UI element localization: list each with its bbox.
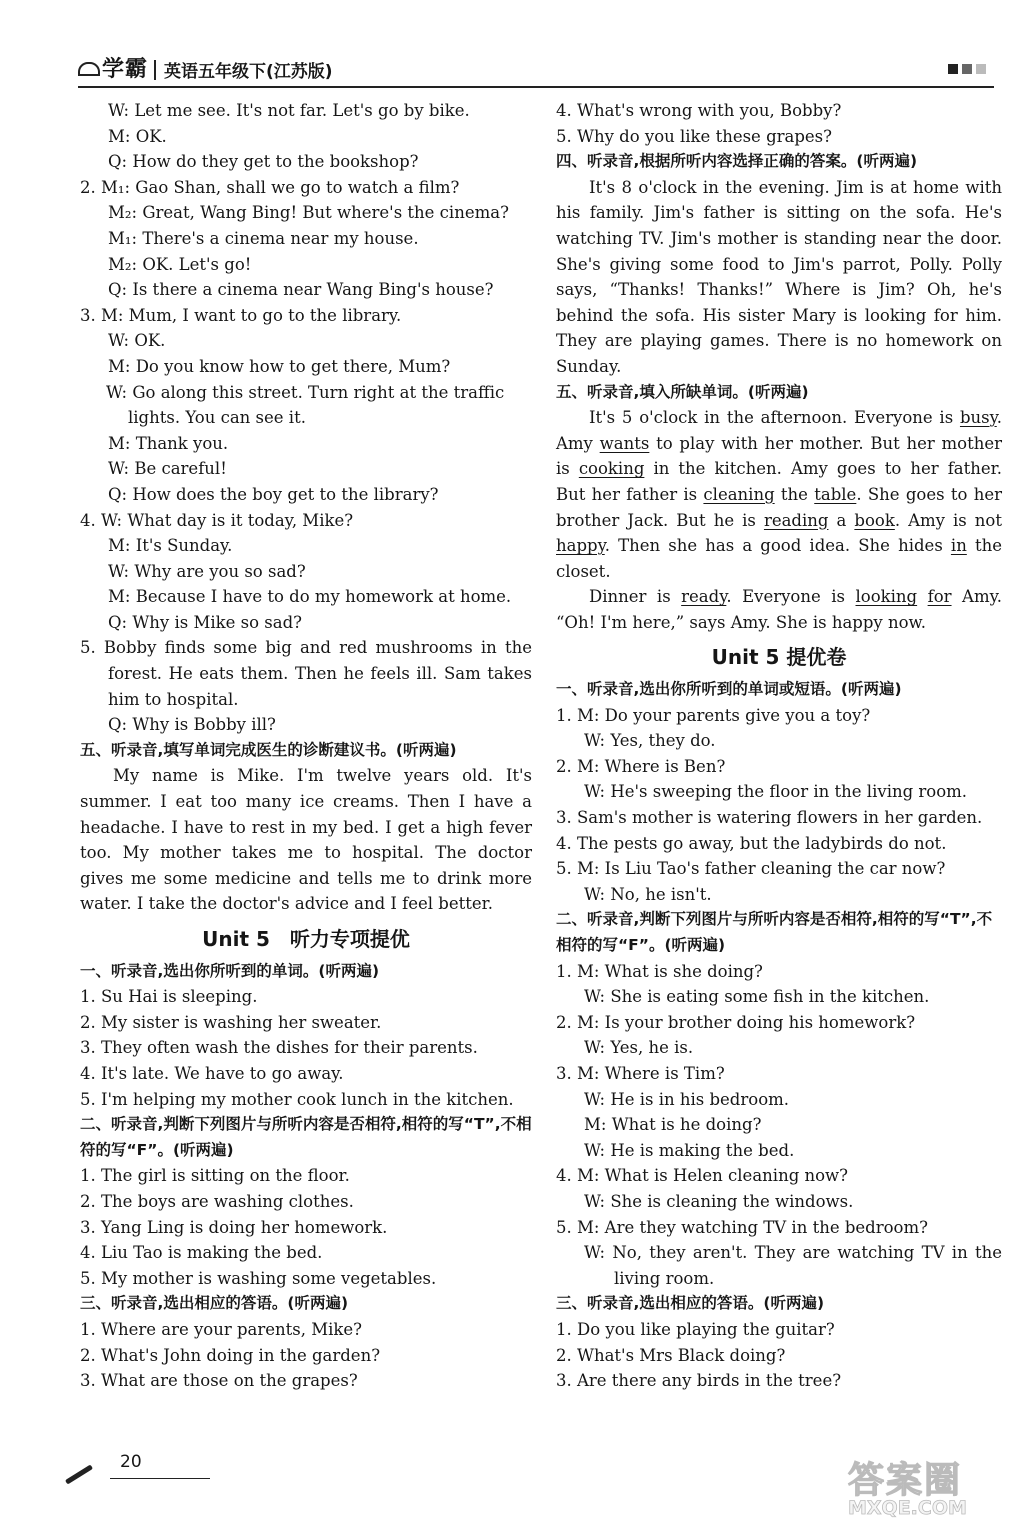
section-heading: 三、听录音,选出相应的答语。(听两遍) xyxy=(556,1294,825,1313)
text-line: W: OK. xyxy=(108,331,166,351)
logo-text: 学霸 xyxy=(102,57,149,82)
pencil-icon xyxy=(62,1458,102,1480)
text-line: 3. M: Where is Tim? xyxy=(556,1063,725,1083)
text-line: M: OK. xyxy=(108,126,167,146)
text-line: W: She is eating some fish in the kitchen. xyxy=(584,987,930,1007)
watermark-text: 答案圈 xyxy=(848,1460,963,1501)
text-line: W: Yes, they do. xyxy=(584,731,716,751)
text-line: W: Why are you so sad? xyxy=(108,561,306,581)
text-line: W: Let me see. It's not far. Let's go by bike. xyxy=(108,101,470,120)
book-title: 英语五年级下(江苏版) xyxy=(164,62,333,82)
answer-word: table xyxy=(814,484,857,504)
section-heading: 五、听录音,填入所缺单词。(听两遍) xyxy=(556,382,809,401)
text-line: 4. The pests go away, but the ladybirds do not. xyxy=(556,833,947,853)
cloze-paragraph: It's 5 o'clock in the afternoon. Everyone is busy. Amy wants to play with her mother. But her mother is cooking in the kitchen. Amy goes to her father. But her father is cleaning the table. She goes to her brother Jack. But he is reading a book. Amy is not happy. Then she has a good idea. She hides in the closet. xyxy=(556,408,1002,581)
answer-word: for xyxy=(927,587,952,607)
text-line: 5. M: Are they watching TV in the bedroom? xyxy=(556,1217,928,1237)
text-line: W: Go along this street. Turn right at the traffic lights. You can see it. xyxy=(106,382,505,428)
section-heading: 三、听录音,选出相应的答语。(听两遍) xyxy=(80,1294,349,1313)
page-number: 20 xyxy=(120,1452,142,1472)
text-line: 3. Sam's mother is watering flowers in her garden. xyxy=(556,808,983,828)
text-line: 2. M: Is your brother doing his homework? xyxy=(556,1012,916,1032)
answer-word: busy xyxy=(959,408,997,428)
section-heading: 五、听录音,填写单词完成医生的诊断建议书。(听两遍) xyxy=(80,740,457,759)
text-line: W: He is making the bed. xyxy=(584,1140,795,1160)
text-line: Q: Why is Mike so sad? xyxy=(108,612,303,632)
text-line: 1. M: What is she doing? xyxy=(556,961,763,981)
text-line: M: Because I have to do my homework at home. xyxy=(108,587,512,607)
header-divider xyxy=(154,60,156,80)
answer-word: cooking xyxy=(578,459,645,479)
section-heading: 二、听录音,判断下列图片与所听内容是否相符,相符的写“T”,不相符的写“F”。(听两遍) xyxy=(80,1115,532,1159)
text-line: 5. Bobby finds some big and red mushrooms in the forest. He eats them. Then he feels ill. Sam takes him to hospital. xyxy=(80,638,532,709)
text-line: M: Do you know how to get there, Mum? xyxy=(108,356,451,376)
answer-word: ready xyxy=(681,587,727,607)
watermark-url: MXQE.COM xyxy=(848,1497,967,1519)
text-line: 5. I'm helping my mother cook lunch in the kitchen. xyxy=(80,1089,514,1109)
text-line: 3. What are those on the grapes? xyxy=(80,1371,358,1391)
text-line: 2. M: Where is Ben? xyxy=(556,756,726,776)
brand-logo xyxy=(78,52,162,83)
text-line: M₁: There's a cinema near my house. xyxy=(108,228,419,248)
text-line: 1. Su Hai is sleeping. xyxy=(80,987,258,1007)
text-line: 3. Are there any birds in the tree? xyxy=(556,1371,842,1391)
text-line: 1. M: Do your parents give you a toy? xyxy=(556,705,871,725)
answer-word: in xyxy=(950,536,967,556)
section-heading: 二、听录音,判断下列图片与所听内容是否相符,相符的写“T”,不相符的写“F”。(听两遍) xyxy=(556,910,993,954)
page-header xyxy=(78,52,994,88)
footer-rule xyxy=(110,1478,210,1479)
left-column xyxy=(80,98,532,1394)
text-line: W: He is in his bedroom. xyxy=(584,1089,790,1109)
right-column xyxy=(556,98,1002,1394)
site-watermark xyxy=(848,1452,988,1524)
text-line: M: Thank you. xyxy=(108,433,229,453)
text-line: W: Be careful! xyxy=(108,459,227,479)
text-line: M: It's Sunday. xyxy=(108,536,233,556)
text-line: Q: Why is Bobby ill? xyxy=(108,715,276,735)
text-line: Q: How does the boy get to the library? xyxy=(108,484,439,504)
section-heading: 一、听录音,选出你所听到的单词。(听两遍) xyxy=(80,961,380,980)
answer-word: cleaning xyxy=(703,484,775,504)
text-line: 5. My mother is washing some vegetables. xyxy=(80,1268,437,1288)
text-line: 3. Yang Ling is doing her homework. xyxy=(80,1217,388,1237)
text-line: 3. They often wash the dishes for their parents. xyxy=(80,1038,478,1058)
text-line: 4. W: What day is it today, Mike? xyxy=(80,510,354,530)
text-line: 1. Where are your parents, Mike? xyxy=(80,1319,363,1339)
text-line: 4. Liu Tao is making the bed. xyxy=(80,1243,323,1263)
text-line: 3. M: Mum, I want to go to the library. xyxy=(80,305,402,325)
text-line: 4. M: What is Helen cleaning now? xyxy=(556,1166,849,1186)
unit-title: Unit 5 听力专项提优 xyxy=(202,927,410,951)
text-line: 2. What's Mrs Black doing? xyxy=(556,1345,786,1365)
cloze-paragraph: Dinner is ready. Everyone is looking for Amy. “Oh! I'm here,” says Amy. She is happy now. xyxy=(556,587,1002,632)
section-heading: 四、听录音,根据所听内容选择正确的答案。(听两遍) xyxy=(556,152,918,171)
text-line: 2. M₁: Gao Shan, shall we go to watch a film? xyxy=(80,177,460,197)
text-line: 5. Why do you like these grapes? xyxy=(556,126,832,146)
text-line: W: Yes, he is. xyxy=(584,1038,694,1058)
answer-word: happy xyxy=(556,536,605,556)
text-line: 4. It's late. We have to go away. xyxy=(80,1063,344,1083)
text-line: W: No, they aren't. They are watching TV in the living room. xyxy=(584,1243,1002,1288)
text-line: Q: How do they get to the bookshop? xyxy=(108,152,419,172)
answer-word: book xyxy=(854,510,895,530)
section-heading: 一、听录音,选出你所听到的单词或短语。(听两遍) xyxy=(556,680,902,699)
text-line: W: He's sweeping the floor in the living room. xyxy=(584,782,968,802)
unit-title: Unit 5 提优卷 xyxy=(711,645,847,670)
answer-word: looking xyxy=(855,587,918,607)
text-line: W: She is cleaning the windows. xyxy=(584,1191,854,1211)
text-line: 2. My sister is washing her sweater. xyxy=(80,1012,382,1032)
text-line: 1. Do you like playing the guitar? xyxy=(556,1319,835,1339)
text-line: 4. What's wrong with you, Bobby? xyxy=(556,101,842,120)
text-line: Q: Is there a cinema near Wang Bing's house? xyxy=(108,280,494,300)
header-squares-icon xyxy=(948,64,986,74)
text-line: M: What is he doing? xyxy=(584,1115,762,1135)
text-line: 2. What's John doing in the garden? xyxy=(80,1345,381,1365)
answer-word: reading xyxy=(763,510,829,530)
text-line: M₂: OK. Let's go! xyxy=(108,254,252,274)
text-line: 2. The boys are washing clothes. xyxy=(80,1191,354,1211)
answer-word: wants xyxy=(599,433,650,453)
text-line: 5. M: Is Liu Tao's father cleaning the car now? xyxy=(556,859,946,879)
graduation-cap-icon xyxy=(78,62,100,76)
text-line: M₂: Great, Wang Bing! But where's the cinema? xyxy=(108,203,509,223)
paragraph: My name is Mike. I'm twelve years old. It's summer. I eat too many ice creams. Then I have a headache. I have to rest in my bed. I get a high fever too. My mother takes me to hospital. The doctor gives me some medicine and tells me to drink more water. I take the doctor's advice and I feel better. xyxy=(80,766,532,914)
paragraph: It's 8 o'clock in the evening. Jim is at home with his family. Jim's father is sitting on the sofa. He's watching TV. Jim's mother is standing near the door. She's giving some food to Jim's parrot, Polly. Polly says, “Thanks! Thanks!” Where is Jim? Oh, he's behind the sofa. His sister Mary is looking for him. They are playing games. There is no homework on Sunday. xyxy=(556,177,1002,376)
text-line: 1. The girl is sitting on the floor. xyxy=(80,1166,350,1186)
text-line: W: No, he isn't. xyxy=(584,884,712,904)
